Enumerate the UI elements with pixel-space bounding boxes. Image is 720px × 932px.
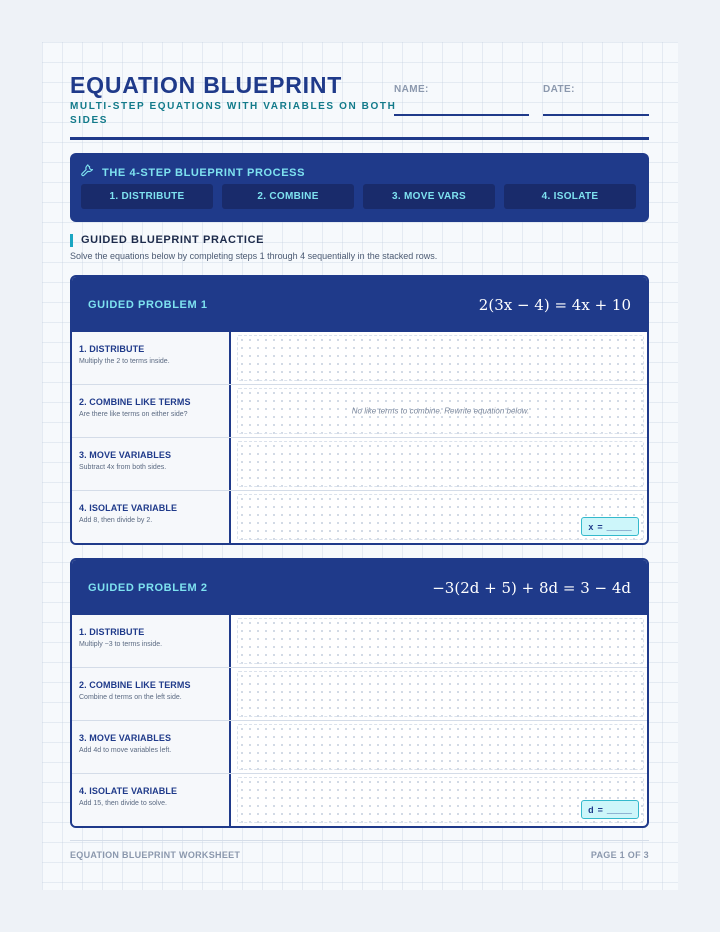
step-row-name: 3. MOVE VARIABLES	[79, 733, 172, 743]
step-row-name: 4. ISOLATE VARIABLE	[79, 786, 178, 796]
work-area[interactable]	[237, 777, 644, 823]
work-area[interactable]	[237, 388, 644, 434]
work-area[interactable]	[237, 335, 644, 381]
wrench-icon	[81, 163, 95, 182]
problem-card-1	[70, 275, 649, 545]
work-area[interactable]	[237, 441, 644, 487]
answer-blank: _____	[606, 804, 632, 815]
date-field[interactable]	[543, 114, 649, 116]
page-title: EQUATION BLUEPRINT	[70, 72, 343, 98]
problem-header	[72, 560, 647, 615]
section-description: Solve the equations below by completing steps 1 through 4 sequentially in the stacked rows.	[70, 251, 438, 261]
problem-title: GUIDED PROBLEM 2	[88, 581, 208, 594]
process-header	[81, 163, 305, 182]
step-row-hint: Add 4d to move variables left.	[79, 747, 172, 754]
answer-variable: d	[588, 804, 594, 815]
worksheet-page	[42, 42, 678, 890]
step-row-hint: Subtract 4x from both sides.	[79, 464, 167, 471]
section-accent-bar	[70, 234, 73, 247]
header-divider	[70, 137, 649, 140]
step-row-isolate	[72, 773, 647, 826]
name-field[interactable]	[394, 114, 529, 116]
step-row-name: 4. ISOLATE VARIABLE	[79, 503, 178, 513]
step-row-name: 3. MOVE VARIABLES	[79, 450, 172, 460]
step-row-name: 2. COMBINE LIKE TERMS	[79, 397, 191, 407]
work-area[interactable]	[237, 724, 644, 770]
step-isolate: 4. ISOLATE	[504, 184, 636, 209]
step-row-move	[72, 720, 647, 773]
step-row-name: 1. DISTRIBUTE	[79, 627, 145, 637]
problem-title: GUIDED PROBLEM 1	[88, 298, 208, 311]
date-label: DATE:	[543, 84, 575, 95]
answer-variable: x	[588, 521, 594, 532]
work-area[interactable]	[237, 494, 644, 540]
work-area[interactable]	[237, 618, 644, 664]
footer-title: EQUATION BLUEPRINT WORKSHEET	[70, 850, 241, 860]
section-title: GUIDED BLUEPRINT PRACTICE	[81, 234, 265, 246]
step-row-distribute	[72, 615, 647, 667]
answer-blank: _____	[606, 521, 632, 532]
step-distribute: 1. DISTRIBUTE	[81, 184, 213, 209]
step-row-name: 1. DISTRIBUTE	[79, 344, 145, 354]
footer-divider	[70, 840, 649, 841]
problem-equation: 2(3x − 4) = 4x + 10	[478, 295, 631, 314]
problem-header	[72, 277, 647, 332]
page-subtitle: MULTI-STEP EQUATIONS WITH VARIABLES ON BOTH SIDES	[70, 101, 397, 126]
step-row-combine	[72, 384, 647, 437]
process-title: THE 4-STEP BLUEPRINT PROCESS	[102, 166, 306, 179]
step-row-distribute	[72, 332, 647, 384]
process-steps	[81, 184, 636, 209]
step-row-hint: Add 8, then divide by 2.	[79, 517, 153, 524]
step-row-hint: Multiply the 2 to terms inside.	[79, 358, 170, 365]
step-row-hint: Are there like terms on either side?	[79, 411, 188, 418]
page-number: PAGE 1 OF 3	[590, 850, 649, 860]
answer-box[interactable]	[581, 800, 639, 819]
step-row-isolate	[72, 490, 647, 543]
problem-card-2	[70, 558, 649, 828]
answer-equals: =	[597, 521, 603, 532]
step-row-name: 2. COMBINE LIKE TERMS	[79, 680, 191, 690]
step-row-hint: Multiply −3 to terms inside.	[79, 641, 163, 648]
answer-equals: =	[597, 804, 603, 815]
step-move-vars: 3. MOVE VARS	[363, 184, 495, 209]
name-label: NAME:	[394, 84, 429, 95]
problem-equation: −3(2d + 5) + 8d = 3 − 4d	[432, 578, 631, 597]
answer-box[interactable]	[581, 517, 639, 536]
process-panel	[70, 153, 649, 222]
work-area[interactable]	[237, 671, 644, 717]
step-combine: 2. COMBINE	[222, 184, 354, 209]
work-note: No like terms to combine. Rewrite equation below.	[351, 406, 530, 416]
step-row-combine	[72, 667, 647, 720]
step-row-hint: Add 15, then divide to solve.	[79, 800, 167, 807]
step-row-hint: Combine d terms on the left side.	[79, 694, 182, 701]
step-row-move	[72, 437, 647, 490]
